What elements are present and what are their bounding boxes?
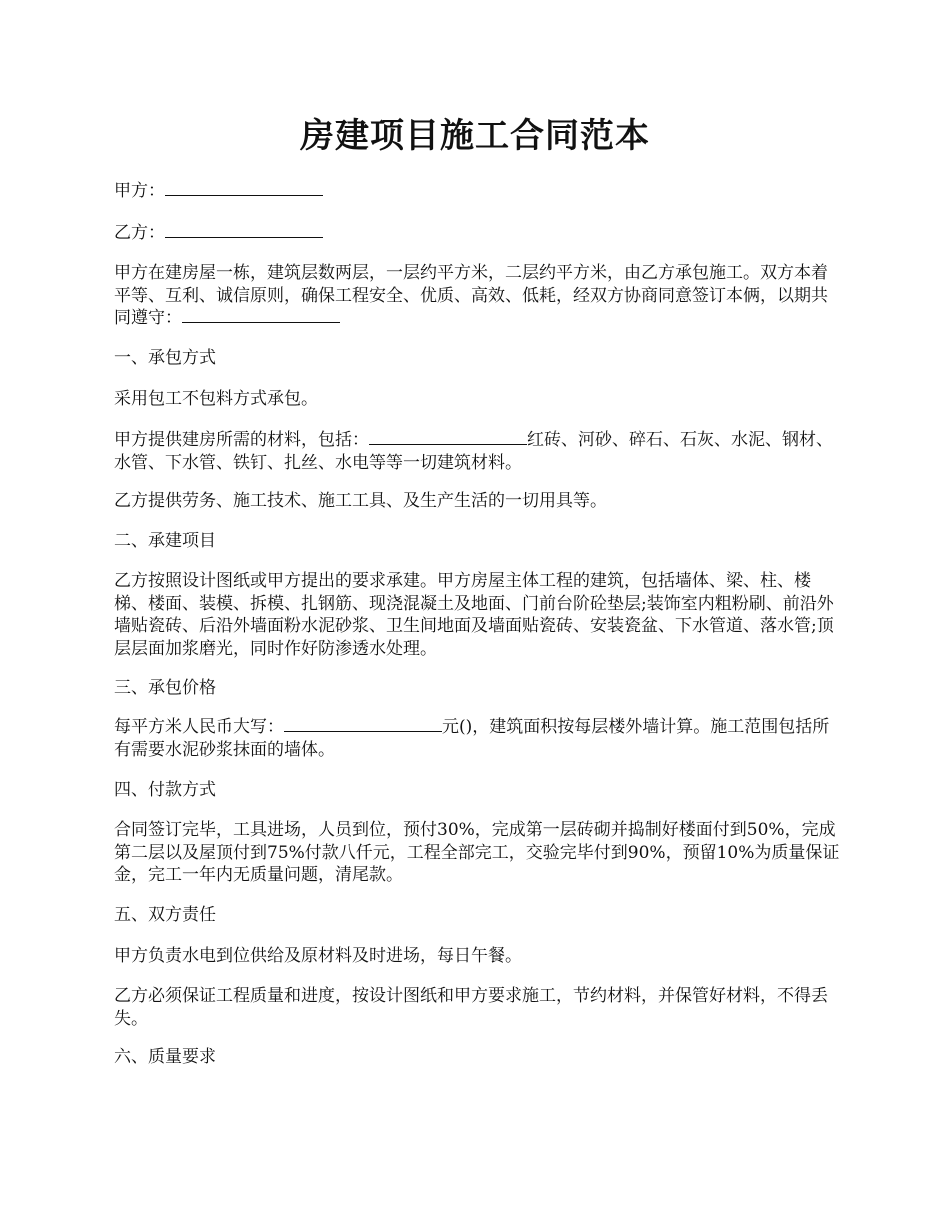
materials-text-before: 甲方提供建房所需的材料，包括：: [114, 430, 369, 450]
section-1-heading: 一、承包方式: [114, 348, 216, 368]
section-5-paragraph-2: 乙方必须保证工程质量和进度，按设计图纸和甲方要求施工，节约材料，并保管好材料，不得丢失。: [114, 986, 828, 1029]
section-1-paragraph-3: 乙方提供劳务、施工技术、施工工具、及生产生活的一切用具等。: [114, 491, 607, 511]
document-title: 房建项目施工合同范本: [300, 116, 650, 156]
section-2-heading: 二、承建项目: [114, 531, 216, 551]
party-b-blank[interactable]: [165, 223, 323, 238]
party-b-label: 乙方：: [114, 223, 165, 243]
intro-paragraph: [114, 262, 844, 330]
section-6-heading: 六、质量要求: [114, 1047, 216, 1067]
party-a-label: 甲方：: [114, 181, 165, 201]
intro-text: 甲方在建房屋一栋，建筑层数两层，一层约平方米，二层约平方米，由乙方承包施工。双方本着平等、互利、诚信原则，确保工程安全、优质、高效、低耗，经双方协商同意签订本俩，以期共同遵守：: [114, 263, 828, 328]
section-3-paragraph-1: [114, 716, 844, 761]
section-2-paragraph-1: 乙方按照设计图纸或甲方提出的要求承建。甲方房屋主体工程的建筑，包括墙体、梁、柱、楼梯、楼面、装模、拆模、扎钢筋、现浇混凝土及地面、门前台阶砼垫层;装饰室内粗粉刷、前沿外墙贴瓷砖、后沿外墙面粉水泥砂浆、卫生间地面及墙面贴瓷砖、安装瓷盆、下水管道、落水管;顶层层面加浆磨光，同时作好防渗透水处理。: [114, 571, 834, 659]
section-1-paragraph-2: [114, 429, 844, 474]
materials-blank[interactable]: [369, 430, 527, 445]
intro-blank[interactable]: [182, 308, 340, 323]
section-5-heading: 五、双方责任: [114, 905, 216, 925]
section-1-paragraph-1: 采用包工不包料方式承包。: [114, 389, 318, 409]
price-blank[interactable]: [284, 717, 442, 732]
section-3-heading: 三、承包价格: [114, 678, 216, 698]
section-4-paragraph-1: 合同签订完毕，工具进场，人员到位，预付30%，完成第一层砖砌并捣制好楼面付到50%，完成第二层以及屋顶付到75%付款八仟元，工程全部完工，交验完毕付到90%，预留10%为质量保证金，完工一年内无质量问题，清尾款。: [114, 820, 840, 885]
price-text-before: 每平方米人民币大写：: [114, 717, 284, 737]
price-text-after: 元()，建筑面积按每层楼外墙计算。施工范围包括所有需要水泥砂浆抹面的墙体。: [114, 717, 830, 760]
party-a-blank[interactable]: [165, 181, 323, 196]
section-4-heading: 四、付款方式: [114, 780, 216, 800]
party-a-line: [114, 180, 844, 203]
party-b-line: [114, 222, 844, 245]
section-5-paragraph-1: 甲方负责水电到位供给及原材料及时进场，每日午餐。: [114, 946, 522, 966]
materials-text-after: 红砖、河砂、碎石、石灰、水泥、钢材、水管、下水管、铁钉、扎丝、水电等等一切建筑材料。: [114, 430, 833, 473]
